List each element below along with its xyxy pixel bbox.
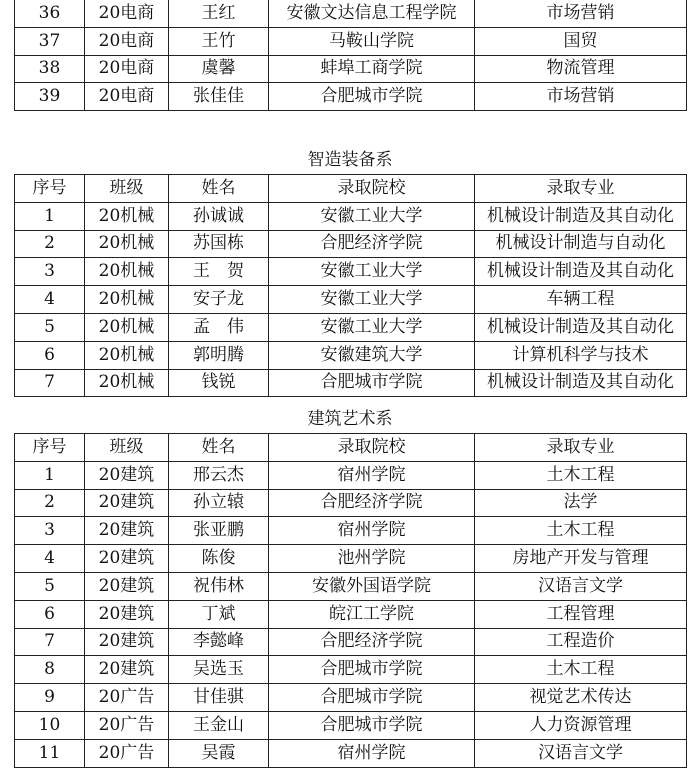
class-cell: 20建筑 bbox=[85, 489, 169, 517]
major-cell: 汉语言文学 bbox=[475, 739, 687, 767]
major-cell: 土木工程 bbox=[475, 656, 687, 684]
table-row bbox=[15, 230, 687, 258]
serial-cell: 38 bbox=[15, 55, 85, 83]
table-header bbox=[15, 175, 687, 203]
university-cell: 宿州学院 bbox=[269, 461, 475, 489]
serial-cell: 7 bbox=[15, 628, 85, 656]
table-header bbox=[15, 434, 687, 462]
serial-cell: 6 bbox=[15, 600, 85, 628]
table-row bbox=[15, 600, 687, 628]
major-cell: 土木工程 bbox=[475, 461, 687, 489]
class-cell: 20建筑 bbox=[85, 628, 169, 656]
column-header: 录取院校 bbox=[269, 434, 475, 462]
serial-cell: 4 bbox=[15, 286, 85, 314]
class-cell: 20建筑 bbox=[85, 600, 169, 628]
section-title-architecture-art: 建筑艺术系 bbox=[307, 409, 393, 429]
serial-cell: 1 bbox=[15, 202, 85, 230]
table-row bbox=[15, 341, 687, 369]
table-row bbox=[15, 656, 687, 684]
university-cell: 皖江工学院 bbox=[269, 600, 475, 628]
column-header: 姓名 bbox=[169, 434, 269, 462]
serial-cell: 5 bbox=[15, 572, 85, 600]
serial-cell: 10 bbox=[15, 711, 85, 739]
university-cell: 合肥城市学院 bbox=[269, 369, 475, 397]
major-cell: 机械设计制造及其自动化 bbox=[475, 258, 687, 286]
university-cell: 宿州学院 bbox=[269, 517, 475, 545]
name-cell: 安子龙 bbox=[169, 286, 269, 314]
class-cell: 20建筑 bbox=[85, 461, 169, 489]
major-cell: 市场营销 bbox=[475, 83, 687, 111]
university-cell: 合肥经济学院 bbox=[269, 230, 475, 258]
table-row bbox=[15, 83, 687, 111]
name-cell: 张亚鹏 bbox=[169, 517, 269, 545]
column-header: 录取专业 bbox=[475, 434, 687, 462]
intelligent-equipment-admission-table bbox=[14, 174, 687, 397]
name-cell: 吴霞 bbox=[169, 739, 269, 767]
university-cell: 合肥城市学院 bbox=[269, 684, 475, 712]
university-cell: 安徽文达信息工程学院 bbox=[269, 0, 475, 27]
major-cell: 市场营销 bbox=[475, 0, 687, 27]
university-cell: 安徽工业大学 bbox=[269, 313, 475, 341]
major-cell: 房地产开发与管理 bbox=[475, 545, 687, 573]
class-cell: 20电商 bbox=[85, 0, 169, 27]
class-cell: 20电商 bbox=[85, 27, 169, 55]
class-cell: 20建筑 bbox=[85, 572, 169, 600]
major-cell: 工程管理 bbox=[475, 600, 687, 628]
class-cell: 20机械 bbox=[85, 341, 169, 369]
serial-cell: 36 bbox=[15, 0, 85, 27]
table-row bbox=[15, 684, 687, 712]
university-cell: 蚌埠工商学院 bbox=[269, 55, 475, 83]
university-cell: 安徽工业大学 bbox=[269, 286, 475, 314]
table-row bbox=[15, 461, 687, 489]
serial-cell: 37 bbox=[15, 27, 85, 55]
name-cell: 丁斌 bbox=[169, 600, 269, 628]
major-cell: 法学 bbox=[475, 489, 687, 517]
table-row bbox=[15, 517, 687, 545]
serial-cell: 3 bbox=[15, 258, 85, 286]
class-cell: 20机械 bbox=[85, 258, 169, 286]
university-cell: 池州学院 bbox=[269, 545, 475, 573]
name-cell: 王 贺 bbox=[169, 258, 269, 286]
university-cell: 合肥经济学院 bbox=[269, 489, 475, 517]
serial-cell: 5 bbox=[15, 313, 85, 341]
name-cell: 王竹 bbox=[169, 27, 269, 55]
name-cell: 王金山 bbox=[169, 711, 269, 739]
name-cell: 祝伟林 bbox=[169, 572, 269, 600]
major-cell: 视觉艺术传达 bbox=[475, 684, 687, 712]
major-cell: 国贸 bbox=[475, 27, 687, 55]
class-cell: 20机械 bbox=[85, 369, 169, 397]
class-cell: 20广告 bbox=[85, 711, 169, 739]
university-cell: 安徽建筑大学 bbox=[269, 341, 475, 369]
university-cell: 马鞍山学院 bbox=[269, 27, 475, 55]
name-cell: 虞馨 bbox=[169, 55, 269, 83]
table-row bbox=[15, 628, 687, 656]
class-cell: 20电商 bbox=[85, 83, 169, 111]
major-cell: 车辆工程 bbox=[475, 286, 687, 314]
serial-cell: 1 bbox=[15, 461, 85, 489]
architecture-art-admission-table bbox=[14, 433, 687, 768]
university-cell: 合肥城市学院 bbox=[269, 656, 475, 684]
name-cell: 陈俊 bbox=[169, 545, 269, 573]
column-header: 录取专业 bbox=[475, 175, 687, 203]
class-cell: 20机械 bbox=[85, 230, 169, 258]
name-cell: 吴选玉 bbox=[169, 656, 269, 684]
class-cell: 20建筑 bbox=[85, 656, 169, 684]
commerce-admission-table bbox=[14, 0, 687, 111]
university-cell: 宿州学院 bbox=[269, 739, 475, 767]
table-body bbox=[15, 0, 687, 111]
column-header: 序号 bbox=[15, 175, 85, 203]
table-row bbox=[15, 572, 687, 600]
university-cell: 安徽外国语学院 bbox=[269, 572, 475, 600]
serial-cell: 4 bbox=[15, 545, 85, 573]
name-cell: 孟 伟 bbox=[169, 313, 269, 341]
table-row bbox=[15, 711, 687, 739]
column-header: 班级 bbox=[85, 175, 169, 203]
serial-cell: 2 bbox=[15, 230, 85, 258]
class-cell: 20机械 bbox=[85, 313, 169, 341]
class-cell: 20建筑 bbox=[85, 545, 169, 573]
major-cell: 机械设计制造及其自动化 bbox=[475, 202, 687, 230]
table-body bbox=[15, 461, 687, 767]
major-cell: 物流管理 bbox=[475, 55, 687, 83]
table-row bbox=[15, 545, 687, 573]
table-row bbox=[15, 202, 687, 230]
table-row bbox=[15, 27, 687, 55]
serial-cell: 3 bbox=[15, 517, 85, 545]
name-cell: 甘佳骐 bbox=[169, 684, 269, 712]
name-cell: 苏国栋 bbox=[169, 230, 269, 258]
class-cell: 20电商 bbox=[85, 55, 169, 83]
name-cell: 张佳佳 bbox=[169, 83, 269, 111]
table-row bbox=[15, 489, 687, 517]
table-row bbox=[15, 313, 687, 341]
serial-cell: 39 bbox=[15, 83, 85, 111]
university-cell: 安徽工业大学 bbox=[269, 202, 475, 230]
table-row bbox=[15, 369, 687, 397]
column-header: 序号 bbox=[15, 434, 85, 462]
name-cell: 孙立辕 bbox=[169, 489, 269, 517]
name-cell: 邢云杰 bbox=[169, 461, 269, 489]
table-row bbox=[15, 739, 687, 767]
name-cell: 郭明腾 bbox=[169, 341, 269, 369]
table-body bbox=[15, 202, 687, 397]
name-cell: 钱锐 bbox=[169, 369, 269, 397]
serial-cell: 9 bbox=[15, 684, 85, 712]
major-cell: 机械设计制造及其自动化 bbox=[475, 369, 687, 397]
header-row bbox=[15, 175, 687, 203]
university-cell: 合肥经济学院 bbox=[269, 628, 475, 656]
name-cell: 李懿峰 bbox=[169, 628, 269, 656]
major-cell: 人力资源管理 bbox=[475, 711, 687, 739]
university-cell: 合肥城市学院 bbox=[269, 711, 475, 739]
class-cell: 20机械 bbox=[85, 286, 169, 314]
name-cell: 孙诚诚 bbox=[169, 202, 269, 230]
class-cell: 20广告 bbox=[85, 684, 169, 712]
table-row bbox=[15, 286, 687, 314]
major-cell: 计算机科学与技术 bbox=[475, 341, 687, 369]
major-cell: 机械设计制造及其自动化 bbox=[475, 313, 687, 341]
table-row bbox=[15, 0, 687, 27]
university-cell: 安徽工业大学 bbox=[269, 258, 475, 286]
major-cell: 土木工程 bbox=[475, 517, 687, 545]
major-cell: 汉语言文学 bbox=[475, 572, 687, 600]
serial-cell: 11 bbox=[15, 739, 85, 767]
class-cell: 20机械 bbox=[85, 202, 169, 230]
major-cell: 工程造价 bbox=[475, 628, 687, 656]
class-cell: 20建筑 bbox=[85, 517, 169, 545]
table-row bbox=[15, 258, 687, 286]
section-title-intelligent-equipment: 智造装备系 bbox=[307, 150, 393, 170]
major-cell: 机械设计制造与自动化 bbox=[475, 230, 687, 258]
class-cell: 20广告 bbox=[85, 739, 169, 767]
name-cell: 王红 bbox=[169, 0, 269, 27]
serial-cell: 8 bbox=[15, 656, 85, 684]
university-cell: 合肥城市学院 bbox=[269, 83, 475, 111]
column-header: 班级 bbox=[85, 434, 169, 462]
table-row bbox=[15, 55, 687, 83]
column-header: 录取院校 bbox=[269, 175, 475, 203]
column-header: 姓名 bbox=[169, 175, 269, 203]
serial-cell: 6 bbox=[15, 341, 85, 369]
serial-cell: 7 bbox=[15, 369, 85, 397]
serial-cell: 2 bbox=[15, 489, 85, 517]
header-row bbox=[15, 434, 687, 462]
